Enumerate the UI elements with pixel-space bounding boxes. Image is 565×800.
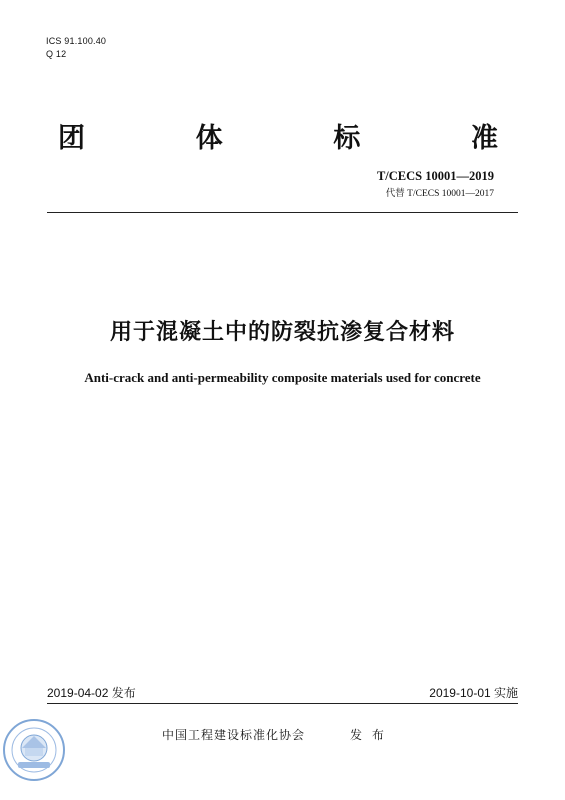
standard-type-char: 标	[333, 123, 361, 154]
standard-type-char: 体	[195, 123, 223, 154]
standard-type-char: 准	[470, 123, 498, 154]
publisher: 中国工程建设标准化协会	[162, 728, 306, 742]
standard-type-char: 团	[58, 123, 85, 154]
replaces-standard: 代替 T/CECS 10001—2017	[385, 189, 494, 199]
title-chinese: 用于混凝土中的防裂抗渗复合材料	[109, 320, 455, 345]
standard-type	[58, 116, 498, 155]
bottom-divider	[47, 703, 518, 704]
issue-date: 2019-04-02 发布	[47, 686, 136, 700]
top-divider	[47, 212, 518, 213]
title-english: Anti-crack and anti-permeability composite materials used for concrete	[84, 370, 481, 385]
implementation-date: 2019-10-01 实施	[429, 686, 518, 700]
ccs-code: Q 12	[46, 49, 67, 59]
publish-label: 发 布	[350, 728, 387, 742]
organization-seal-icon	[2, 718, 66, 782]
ics-code: ICS 91.100.40	[46, 36, 107, 46]
standard-number: T/CECS 10001—2019	[376, 169, 494, 183]
